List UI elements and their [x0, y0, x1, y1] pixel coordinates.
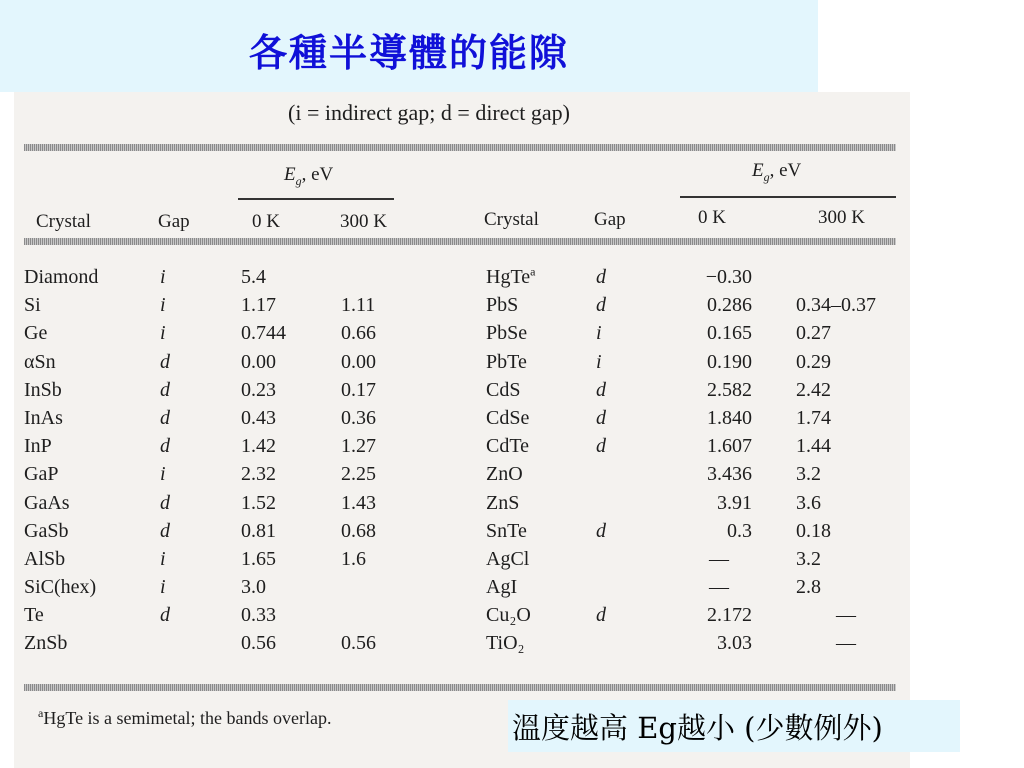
table-cell: 3.2: [796, 547, 821, 570]
bottom-rule: [24, 684, 896, 691]
table-cell: 3.6: [796, 491, 821, 514]
table-cell: [486, 263, 535, 291]
table-cell: [341, 573, 376, 601]
table-cell: 0.17: [341, 378, 376, 401]
col-header-gap-left: Gap: [158, 211, 190, 232]
table-cell: 0.81: [241, 519, 276, 542]
table-cell: —: [709, 547, 729, 570]
table-cell: 3.2: [796, 463, 821, 486]
table-cell: 3.91: [717, 491, 752, 514]
table-cell: CdS: [486, 378, 521, 401]
table-cell: 3.03: [717, 632, 752, 655]
table-cell: GaAs: [24, 491, 70, 514]
table-cell: SnTe: [486, 519, 527, 542]
col-header-0k-left: 0 K: [252, 211, 280, 232]
table-cell: d: [596, 406, 606, 429]
page-title: 各種半導體的能隙: [248, 30, 569, 75]
left-crystal-column: [24, 263, 98, 658]
crystal-hgte: HgTe: [486, 266, 531, 288]
table-cell: [796, 263, 876, 291]
table-cell: −0.30: [705, 266, 752, 288]
table-cell: [341, 601, 376, 629]
table-cell: 1.11: [341, 294, 376, 317]
col-header-300k-right: 300 K: [818, 207, 865, 228]
table-cell: CdSe: [486, 406, 530, 429]
table-cell: i: [596, 350, 602, 373]
table-cell: AlSb: [24, 547, 66, 570]
table-cell: 0.18: [796, 519, 831, 542]
table-cell: Diamond: [24, 266, 99, 288]
eg-header-right: $E_g$, eV: [752, 160, 802, 184]
eg-underline-right: [680, 196, 896, 198]
header-rule: [24, 238, 896, 245]
table-cell: [596, 573, 606, 601]
table-cell: 1.607: [707, 435, 752, 458]
table-cell: i: [596, 322, 602, 345]
table-cell: [596, 460, 606, 488]
table-cell: d: [160, 519, 170, 542]
table-cell: [160, 629, 170, 657]
right-crystal-column: [486, 263, 535, 658]
table-cell: 0.3: [727, 519, 752, 542]
table-cell: TiO₂: [486, 632, 525, 655]
scanned-table-page: [14, 92, 910, 768]
table-cell: 5.4: [241, 266, 266, 288]
table-cell: d: [160, 406, 170, 429]
table-cell: GaP: [24, 463, 59, 486]
table-cell: 3.0: [241, 576, 266, 599]
table-cell: 0.00: [241, 350, 276, 373]
table-cell: 1.42: [241, 435, 276, 458]
right-gap-column: [596, 263, 606, 658]
table-cell: d: [596, 519, 606, 542]
table-cell: Cu₂O: [486, 604, 531, 627]
footnote-marker: a: [530, 264, 536, 279]
table-cell: i: [160, 266, 166, 288]
table-cell: 2.8: [796, 576, 821, 599]
table-cell: 1.17: [241, 294, 276, 317]
col-header-0k-right: 0 K: [698, 207, 726, 228]
table-cell: 0.33: [241, 604, 276, 627]
table-cell: [596, 489, 606, 517]
footnote-text: HgTe is a semimetal; the bands overlap.: [43, 708, 332, 728]
left-gap-column: [160, 263, 170, 658]
table-cell: 0.56: [341, 632, 376, 655]
table-cell: 2.42: [796, 378, 831, 401]
table-cell: 1.840: [707, 406, 752, 429]
table-cell: Si: [24, 294, 41, 317]
table-cell: d: [160, 435, 170, 458]
table-cell: 0.36: [341, 406, 376, 429]
table-cell: d: [160, 604, 170, 627]
table-cell: d: [596, 378, 606, 401]
table-cell: i: [160, 576, 166, 599]
eg-underline-left: [238, 198, 394, 200]
table-cell: d: [596, 604, 606, 627]
table-cell: 1.44: [796, 435, 831, 458]
table-cell: ZnS: [486, 491, 520, 514]
table-cell: 0.23: [241, 378, 276, 401]
table-cell: d: [160, 378, 170, 401]
table-cell: CdTe: [486, 435, 530, 458]
table-cell: ZnO: [486, 463, 523, 486]
table-cell: InP: [24, 435, 52, 458]
table-cell: 2.25: [341, 463, 376, 486]
table-cell: 0.286: [707, 294, 752, 317]
table-cell: GaSb: [24, 519, 69, 542]
table-cell: 2.32: [241, 463, 276, 486]
table-cell: i: [160, 463, 166, 486]
table-cell: 0.744: [241, 322, 286, 345]
table-cell: SiC(hex): [24, 576, 97, 599]
table-cell: d: [596, 435, 606, 458]
table-cell: PbTe: [486, 350, 527, 373]
table-cell: 0.27: [796, 322, 831, 345]
table-cell: Te: [24, 604, 44, 627]
top-rule: [24, 144, 896, 151]
table-cell: 1.6: [341, 547, 366, 570]
col-header-300k-left: 300 K: [340, 211, 387, 232]
table-cell: [596, 629, 606, 657]
table-cell: 2.172: [707, 604, 752, 627]
table-cell: —: [836, 632, 856, 655]
table-cell: 1.65: [241, 547, 276, 570]
table-cell: PbSe: [486, 322, 528, 345]
table-cell: 0.165: [707, 322, 752, 345]
table-cell: AgCl: [486, 547, 530, 570]
note-text: 溫度越高 Eg越小 (少數例外): [512, 711, 883, 745]
table-cell: 0.00: [341, 350, 376, 373]
table-cell: i: [160, 294, 166, 317]
eg-header-left: $E_g$, eV: [284, 164, 334, 188]
table-cell: i: [160, 322, 166, 345]
right-300k-column: [796, 263, 876, 658]
table-cell: PbS: [486, 294, 519, 317]
table-cell: d: [160, 491, 170, 514]
table-cell: 1.43: [341, 491, 376, 514]
table-cell: —: [836, 604, 856, 627]
table-cell: d: [160, 350, 170, 373]
table-cell: 0.56: [241, 632, 276, 655]
col-header-crystal-right: Crystal: [484, 209, 539, 230]
table-cell: InSb: [24, 378, 62, 401]
col-header-gap-right: Gap: [594, 209, 626, 230]
table-cell: 2.582: [707, 378, 752, 401]
table-cell: [596, 545, 606, 573]
table-cell: ZnSb: [24, 632, 68, 655]
table-cell: InAs: [24, 406, 63, 429]
table-cell: αSn: [24, 350, 56, 373]
table-cell: d: [596, 266, 606, 288]
left-300k-column: [341, 263, 376, 658]
table-cell: 0.190: [707, 350, 752, 373]
table-cell: 3.436: [707, 463, 752, 486]
eg-unit-right: eV: [779, 160, 802, 181]
right-0k-column: [686, 263, 752, 658]
table-cell: 0.43: [241, 406, 276, 429]
table-cell: 0.34–0.37: [796, 294, 876, 317]
table-cell: 0.66: [341, 322, 376, 345]
table-cell: i: [160, 547, 166, 570]
table-cell: 0.29: [796, 350, 831, 373]
table-subtitle: (i = indirect gap; d = direct gap): [288, 100, 570, 125]
col-header-crystal-left: Crystal: [36, 211, 91, 232]
footnote-marker: a: [38, 706, 44, 720]
left-0k-column: [241, 263, 286, 658]
table-cell: 0.68: [341, 519, 376, 542]
table-cell: —: [709, 576, 729, 599]
table-cell: 1.52: [241, 491, 276, 514]
table-footnote: [38, 708, 332, 729]
table-cell: 1.27: [341, 435, 376, 458]
table-cell: AgI: [486, 576, 518, 599]
table-cell: 1.74: [796, 406, 831, 429]
eg-unit-left: eV: [311, 164, 334, 185]
table-cell: [341, 263, 376, 291]
table-cell: Ge: [24, 322, 48, 345]
table-cell: d: [596, 294, 606, 317]
